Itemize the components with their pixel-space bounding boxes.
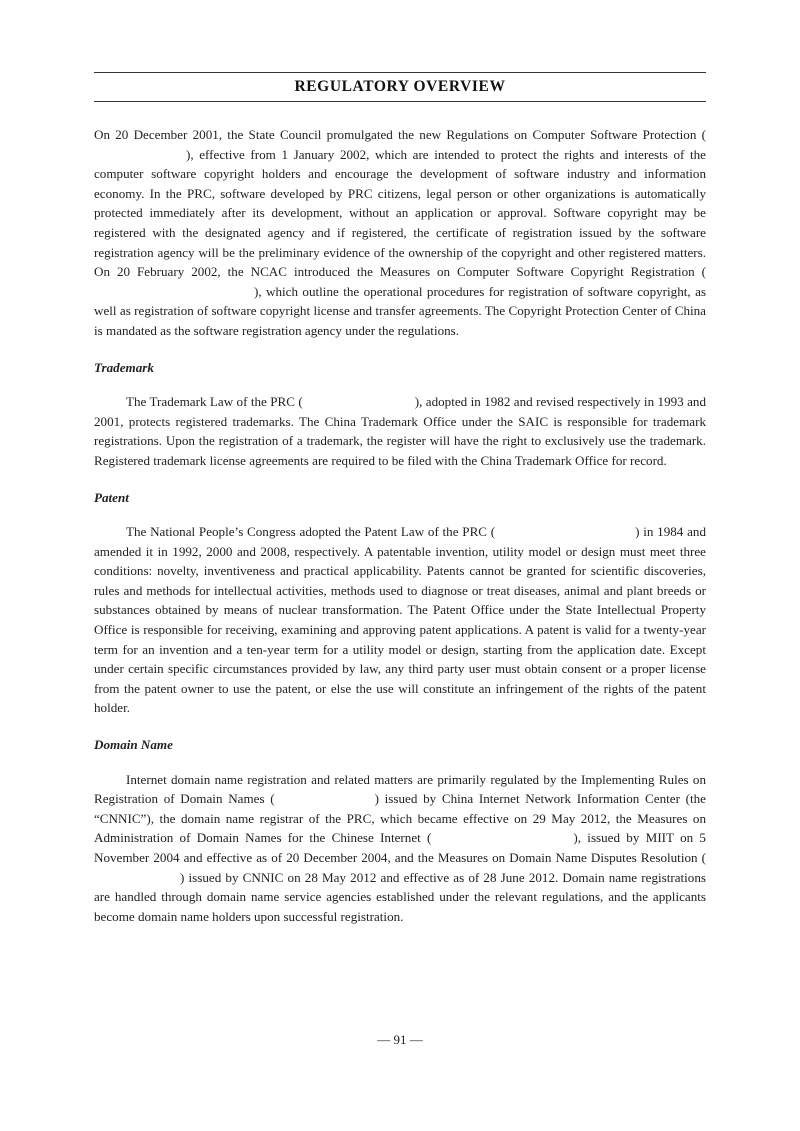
intro-paragraph: On 20 December 2001, the State Council promulgated the new Regulations on Computer Software Protection (), effective from 1 January 2002, which are intended to protect the rights and interests of the computer software copyright holders and encourage the development of software industry and information economy. In the PRC, software developed by PRC citizens, legal person or other organizations is automatically protected immediately after its development, without an application or approval. Software copyright may be registered with the designated agency and if registered, the certificate of registration issued by the software registration agency will be the preliminary evidence of the ownership of the copyright and other registered matters. On 20 February 2002, the NCAC introduced the Measures on Computer Software Copyright Registration (), which outline the operational procedures for registration of software copyright, as well as registration of software copyright license and transfer agreements. The Copyright Protection Center of China is mandated as the software registration agency under the regulations. (94, 127, 706, 338)
section-heading-trademark: Trademark (94, 359, 154, 375)
header-top-rule (94, 72, 706, 73)
patent-paragraph: The National People’s Congress adopted the Patent Law of the PRC ( ) in 1984 and amended it in 1992, 2000 and 2008, respectively. A patentable invention, utility model or design must meet three conditions: novelty, inventiveness and practical applicability. Patents cannot be granted for scientific discoveries, rules and methods for intellectual activities, methods used to diagnose or treat diseases, animal and plant breeds or substances obtained by means of nuclear transformation. The Patent Office under the State Intellectual Property Office is responsible for receiving, examining and approving patent applications. A patent is valid for a twenty-year term for an invention and a ten-year term for a utility model or design, starting from the application date. Except under certain specific circumstances provided by law, any third party user must obtain consent or a proper license from the patent owner to use the patent, or else the use will constitute an infringement of the rights of the patent holder. (94, 524, 706, 716)
section-heading-domain-name: Domain Name (94, 737, 173, 753)
document-body (94, 125, 706, 926)
page-number: — 91 — (377, 1032, 423, 1047)
domain-name-paragraph: Internet domain name registration and related matters are primarily regulated by the Implementing Rules on Registration of Domain Names ( ) issued by China Internet Network Information Center (the “CNNIC”), the domain name registrar of the PRC, which became effective on 29 May 2012, the Measures on Administration of Domain Names for the Chinese Internet ( ), issued by MIIT on 5 November 2004 and effective as of 20 December 2004, and the Measures on Domain Name Disputes Resolution () issued by CNNIC on 28 May 2012 and effective as of 28 June 2012. Domain name registrations are handled through domain name service agencies established under the relevant regulations, and the applicants become domain name holders upon successful registration. (94, 771, 706, 924)
page-title: REGULATORY OVERVIEW (294, 78, 506, 95)
trademark-paragraph: The Trademark Law of the PRC ( ), adopted in 1982 and revised respectively in 1993 and 2001, protects registered trademarks. The China Trademark Office under the SAIC is responsible for trademark registrations. Upon the registration of a trademark, the register will have the right to exclusively use the trademark. Registered trademark license agreements are required to be filed with the China Trademark Office for record. (94, 394, 707, 468)
header-bottom-rule (94, 101, 706, 102)
section-heading-patent: Patent (94, 489, 129, 505)
